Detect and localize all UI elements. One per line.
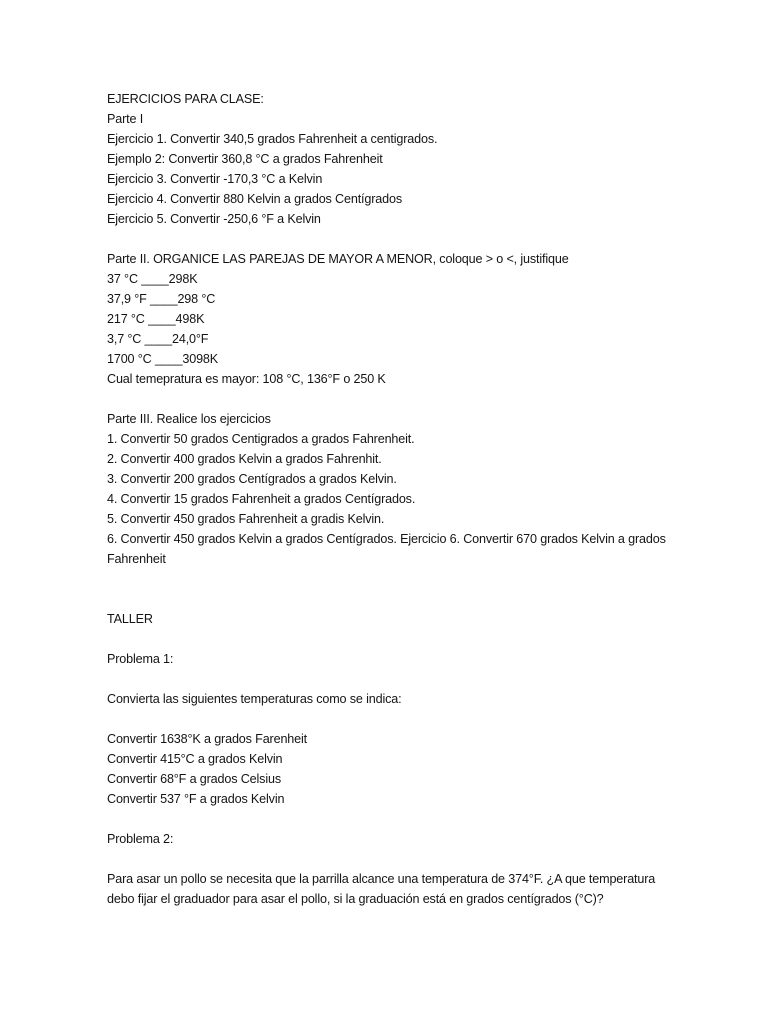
problema2-text: Para asar un pollo se necesita que la parrilla alcance una temperatura de 374°F. ¿A que temperatura debo fijar el graduador para asar el pollo, si la graduación está en grados centígrados (°C)? [107,872,656,906]
parte3-item: 6. Convertir 450 grados Kelvin a grados Centígrados. Ejercicio 6. Convertir 670 grados Kelvin a grados Fahrenheit [107,532,666,566]
spacer [107,229,667,249]
parte2-pair: 37,9 °F ____298 °C [107,292,216,306]
problema1-item: Convertir 537 °F a grados Kelvin [107,792,285,806]
problema1-item: Convertir 1638°K a grados Farenheit [107,732,308,746]
spacer [107,569,667,609]
spacer [107,669,667,689]
parte3-heading: Parte III. Realice los ejercicios [107,412,271,426]
parte3-item: 4. Convertir 15 grados Fahrenheit a grados Centígrados. [107,492,416,506]
parte2-pair: 37 °C ____298K [107,272,198,286]
parte2-question: Cual temepratura es mayor: 108 °C, 136°F o 250 K [107,372,386,386]
document-page [107,89,667,909]
problema2-heading: Problema 2: [107,832,174,846]
parte2-pair: 1700 °C ____3098K [107,352,219,366]
spacer [107,809,667,829]
parte2-heading: Parte II. ORGANICE LAS PAREJAS DE MAYOR A MENOR, coloque > o <, justifique [107,252,569,266]
parte1-item: Ejercicio 4. Convertir 880 Kelvin a grados Centígrados [107,192,403,206]
parte1-item: Ejercicio 1. Convertir 340,5 grados Fahrenheit a centigrados. [107,132,438,146]
problema1-item: Convertir 415°C a grados Kelvin [107,752,283,766]
spacer [107,849,667,869]
document-title: EJERCICIOS PARA CLASE: [107,92,264,106]
problema1-item: Convertir 68°F a grados Celsius [107,772,281,786]
parte3-item: 5. Convertir 450 grados Fahrenheit a gradis Kelvin. [107,512,385,526]
problema1-intro: Convierta las siguientes temperaturas como se indica: [107,692,402,706]
problema1-heading: Problema 1: [107,652,174,666]
parte2-pair: 3,7 °C ____24,0°F [107,332,209,346]
spacer [107,389,667,409]
parte1-item: Ejercicio 5. Convertir -250,6 °F a Kelvin [107,212,321,226]
parte1-heading: Parte I [107,112,144,126]
parte1-item: Ejemplo 2: Convertir 360,8 °C a grados Fahrenheit [107,152,383,166]
parte2-pair: 217 °C ____498K [107,312,205,326]
parte1-item: Ejercicio 3. Convertir -170,3 °C a Kelvin [107,172,323,186]
parte3-item: 1. Convertir 50 grados Centigrados a grados Fahrenheit. [107,432,415,446]
taller-title: TALLER [107,612,153,626]
parte3-item: 3. Convertir 200 grados Centígrados a grados Kelvin. [107,472,397,486]
spacer [107,709,667,729]
parte3-item: 2. Convertir 400 grados Kelvin a grados Fahrenhit. [107,452,382,466]
spacer [107,629,667,649]
